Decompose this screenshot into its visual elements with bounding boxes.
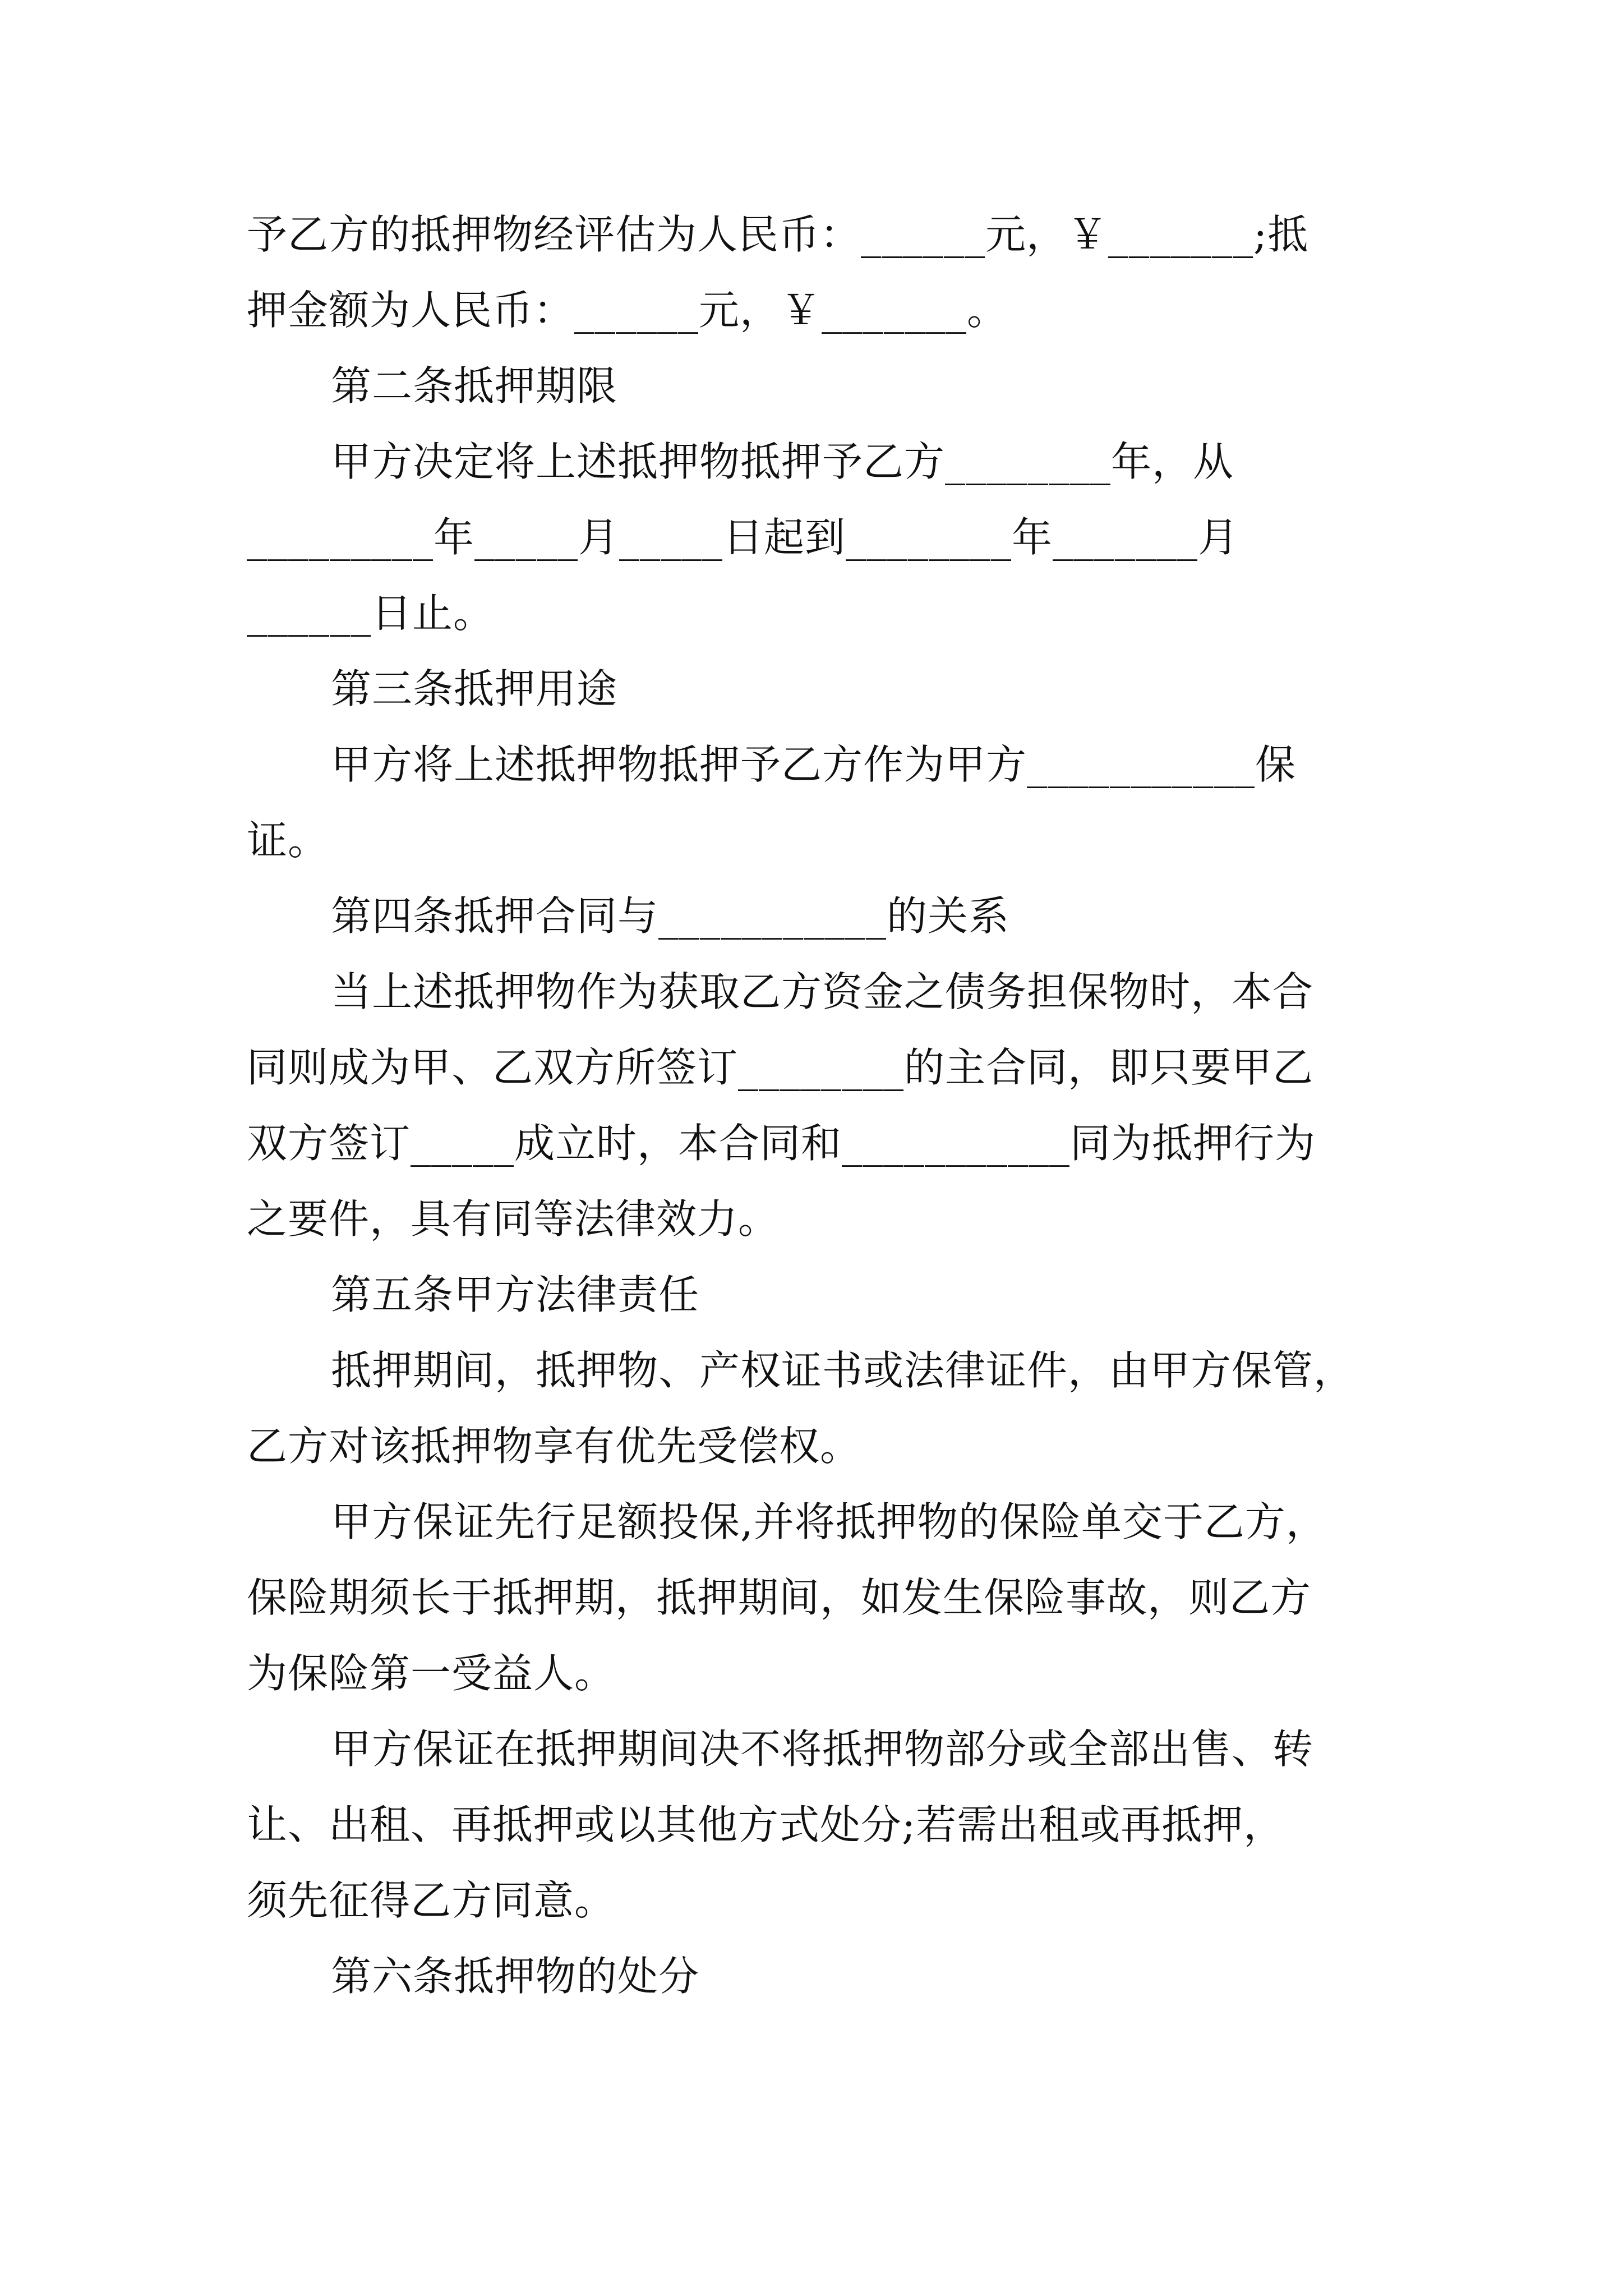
article-5-heading: 第五条甲方法律责任: [331, 1271, 700, 1318]
text-line-11: 当上述抵押物作为获取乙方资金之债务担保物时，本合: [331, 968, 1314, 1015]
text-line-18: 甲方保证先行足额投保,并将抵押物的保险单交于乙方，: [331, 1498, 1327, 1545]
text-line-14: 之要件，具有同等法律效力。: [247, 1195, 780, 1243]
text-line-22: 让、出租、再抵押或以其他方式处分;若需出租或再抵押，: [247, 1801, 1285, 1848]
article-3-heading: 第三条抵押用途: [331, 665, 618, 712]
article-2-heading: 第二条抵押期限: [331, 362, 618, 409]
text-line-20: 为保险第一受益人。: [247, 1650, 616, 1697]
text-line-1: 予乙方的抵押物经评估为人民币：______元，￥_______;抵: [247, 211, 1309, 258]
text-line-9: 证。: [247, 817, 329, 864]
text-line-13: 双方签订_____成立时，本合同和___________同为抵押行为: [247, 1120, 1316, 1167]
text-line-2: 押金额为人民币：______元，￥_______。: [247, 287, 1008, 334]
text-line-5: _________年_____月_____日起到________年_______月: [247, 514, 1239, 561]
text-line-16: 抵押期间，抵押物、产权证书或法律证件，由甲方保管，: [331, 1347, 1355, 1394]
text-line-17: 乙方对该抵押物享有优先受偿权。: [247, 1423, 861, 1470]
article-4-heading: 第四条抵押合同与___________的关系: [331, 892, 1010, 940]
text-line-4: 甲方决定将上述抵押物抵押予乙方________年，从: [331, 438, 1234, 485]
text-line-12: 同则成为甲、乙双方所签订________的主合同，即只要甲乙: [247, 1044, 1314, 1091]
text-line-21: 甲方保证在抵押期间决不将抵押物部分或全部出售、转: [331, 1726, 1314, 1773]
text-line-6: ______日止。: [247, 590, 495, 637]
text-line-23: 须先征得乙方同意。: [247, 1877, 616, 1924]
text-line-8: 甲方将上述抵押物抵押予乙方作为甲方___________保: [331, 741, 1297, 788]
text-line-19: 保险期须长于抵押期，抵押期间，如发生保险事故，则乙方: [247, 1574, 1312, 1621]
article-6-heading: 第六条抵押物的处分: [331, 1953, 700, 2000]
